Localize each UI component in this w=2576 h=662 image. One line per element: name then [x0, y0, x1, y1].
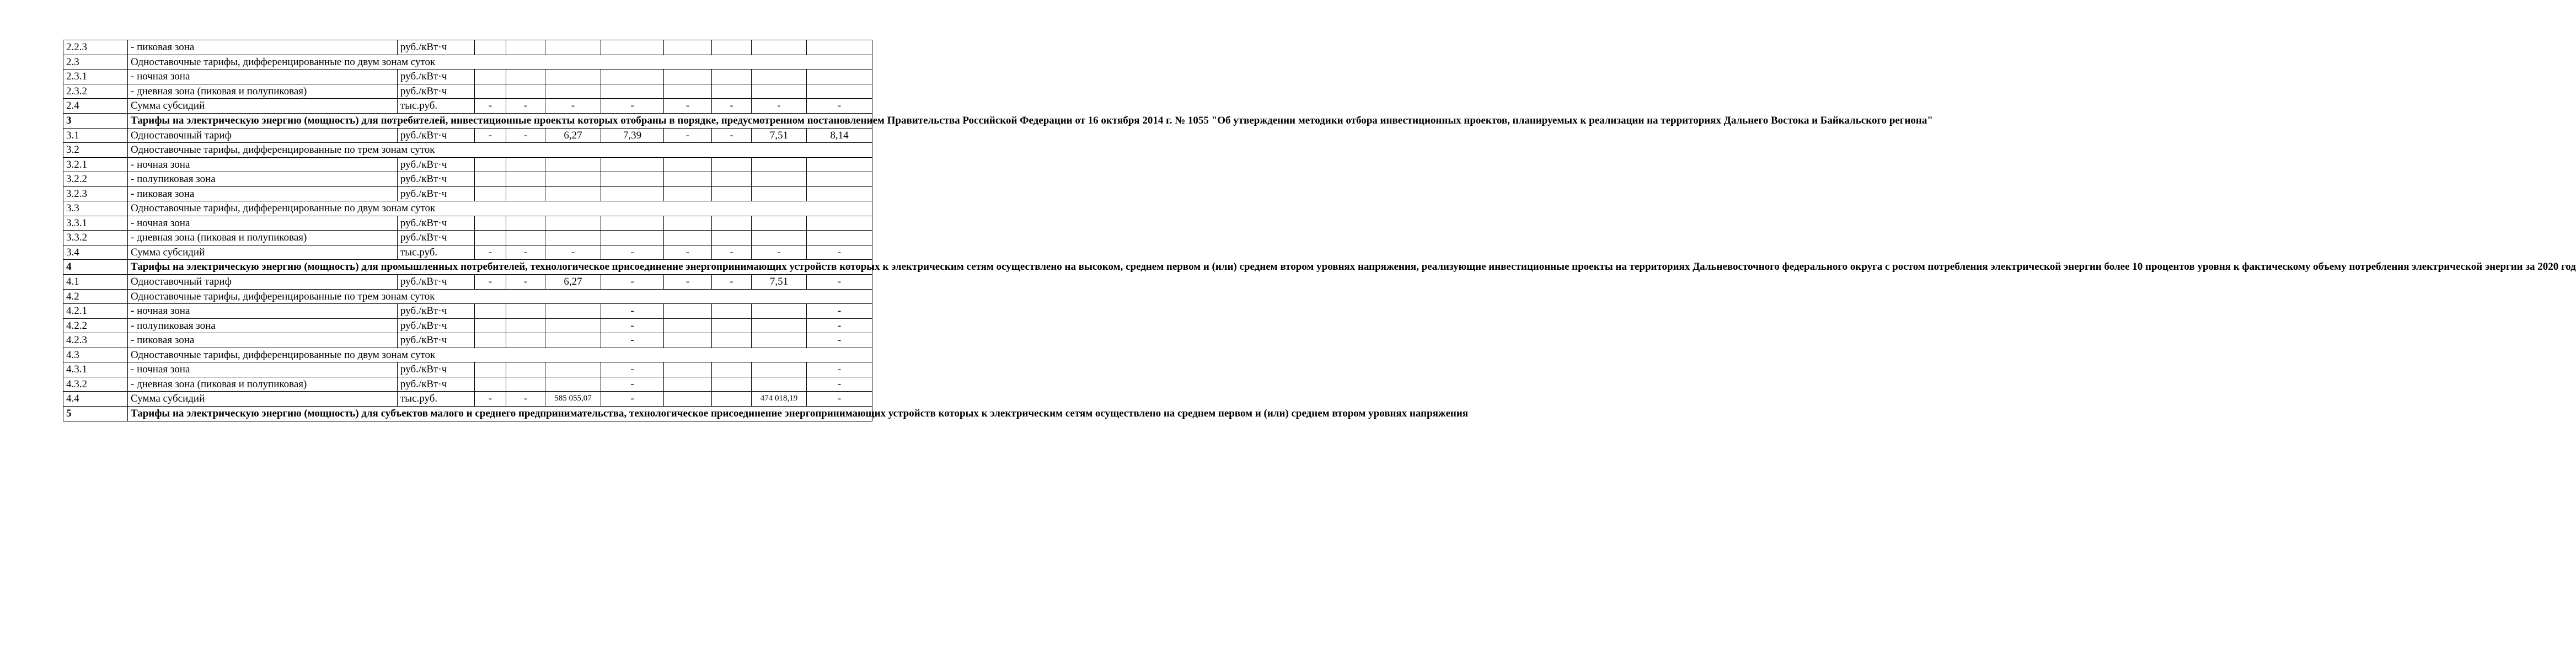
row-number-cell: 4.1 [63, 275, 128, 290]
value-cell [664, 70, 712, 84]
section-header-row [63, 113, 872, 128]
value-cell [712, 231, 752, 245]
value-cell [506, 186, 545, 201]
value-cell [752, 172, 807, 187]
value-cell [664, 318, 712, 333]
tariff-table-body [63, 40, 2576, 421]
value-cell [752, 186, 807, 201]
value-cell: - [506, 275, 545, 290]
value-cell: - [807, 333, 872, 348]
value-cell: - [664, 99, 712, 114]
value-cell [664, 377, 712, 392]
value-cell: - [506, 128, 545, 143]
value-cell [545, 157, 601, 172]
subsection-row [63, 55, 872, 70]
value-cell: 7,39 [601, 128, 664, 143]
section-title-cell: Тарифы на электрическую энергию (мощность) для потребителей, инвестиционные проекты которых отобраны в порядке, предусмотренном постановлением Правительства Российской Федерации от 16 октября 2014 г. № 1055 "Об утверждении методики отбора инвестиционных проектов, планируемых к реализации на территориях Дальнего Востока и Байкальского региона" [128, 113, 872, 128]
value-cell [712, 304, 752, 319]
value-cell [545, 231, 601, 245]
table-row [63, 362, 872, 377]
value-cell: - [807, 392, 872, 407]
value-cell: - [807, 377, 872, 392]
table-row [63, 99, 872, 114]
table-row [63, 40, 872, 55]
table-row [63, 377, 872, 392]
value-cell [664, 362, 712, 377]
value-cell: - [664, 275, 712, 290]
row-number-cell: 2.4 [63, 99, 128, 114]
value-cell [752, 40, 807, 55]
table-row [63, 70, 872, 84]
value-cell: - [601, 377, 664, 392]
value-cell [545, 172, 601, 187]
row-number-cell: 3.3.1 [63, 216, 128, 231]
value-cell [506, 70, 545, 84]
section-header-row [63, 260, 872, 275]
row-name-cell: - пиковая зона [128, 40, 398, 55]
value-cell: - [506, 392, 545, 407]
value-cell: - [712, 245, 752, 260]
value-cell [664, 216, 712, 231]
value-cell: - [475, 245, 506, 260]
value-cell [601, 231, 664, 245]
value-cell [506, 304, 545, 319]
row-number-cell: 4.2 [63, 289, 128, 304]
row-number-cell: 3.2.2 [63, 172, 128, 187]
unit-cell: руб./кВт·ч [398, 157, 475, 172]
value-cell [807, 186, 872, 201]
row-name-cell: Сумма субсидий [128, 245, 398, 260]
value-cell [545, 362, 601, 377]
subsection-title-cell: Одноставочные тарифы, дифференцированные по двум зонам суток [128, 348, 872, 362]
unit-cell: руб./кВт·ч [398, 70, 475, 84]
unit-cell: руб./кВт·ч [398, 84, 475, 99]
value-cell: - [807, 245, 872, 260]
section-title-cell: Тарифы на электрическую энергию (мощность) для промышленных потребителей, технологическое присоединение энергопринимающих устройств которых к электрическим сетям осуществлено на высоком, среднем первом и (или) среднем втором уровнях напряжения, реализующие инвестиционные проекты на территориях Дальневосточного федерального округа с ростом потребления электрической энергии более 10 процентов уровня к фактическому объему потребления электрической энергии за 2020 год [128, 260, 872, 275]
row-number-cell: 3.1 [63, 128, 128, 143]
unit-cell: руб./кВт·ч [398, 186, 475, 201]
subsection-row [63, 348, 872, 362]
row-name-cell: - ночная зона [128, 216, 398, 231]
value-cell [752, 333, 807, 348]
table-row [63, 231, 872, 245]
value-cell [475, 172, 506, 187]
value-cell [475, 84, 506, 99]
table-row [63, 128, 872, 143]
table-row [63, 216, 872, 231]
value-cell: - [601, 318, 664, 333]
value-cell [752, 84, 807, 99]
row-name-cell: Сумма субсидий [128, 99, 398, 114]
table-row [63, 318, 872, 333]
value-cell [664, 304, 712, 319]
value-cell [807, 157, 872, 172]
value-cell [664, 172, 712, 187]
value-cell: - [601, 275, 664, 290]
row-number-cell: 4 [63, 260, 128, 275]
value-cell [752, 377, 807, 392]
value-cell [545, 333, 601, 348]
value-cell [712, 84, 752, 99]
value-cell [475, 304, 506, 319]
table-row [63, 392, 872, 407]
value-cell [664, 392, 712, 407]
unit-cell: тыс.руб. [398, 245, 475, 260]
subsection-row [63, 143, 872, 158]
subsection-row [63, 289, 872, 304]
value-cell [712, 318, 752, 333]
value-cell [807, 231, 872, 245]
value-cell: - [712, 128, 752, 143]
unit-cell: руб./кВт·ч [398, 377, 475, 392]
value-cell [712, 186, 752, 201]
row-number-cell: 4.3.2 [63, 377, 128, 392]
row-number-cell: 3.4 [63, 245, 128, 260]
value-cell [712, 362, 752, 377]
value-cell [601, 186, 664, 201]
row-name-cell: - полупиковая зона [128, 318, 398, 333]
value-cell [545, 84, 601, 99]
value-cell [475, 40, 506, 55]
unit-cell: руб./кВт·ч [398, 40, 475, 55]
table-row [63, 304, 872, 319]
value-cell [712, 377, 752, 392]
value-cell [601, 84, 664, 99]
value-cell [752, 362, 807, 377]
unit-cell: руб./кВт·ч [398, 275, 475, 290]
row-name-cell: Одноставочный тариф [128, 128, 398, 143]
value-cell: - [807, 99, 872, 114]
row-number-cell: 3.2.1 [63, 157, 128, 172]
row-name-cell: - дневная зона (пиковая и полупиковая) [128, 231, 398, 245]
value-cell [545, 70, 601, 84]
tariff-table [63, 40, 2576, 421]
value-cell [545, 216, 601, 231]
value-cell [752, 157, 807, 172]
value-cell [475, 70, 506, 84]
value-cell: - [545, 245, 601, 260]
table-row [63, 172, 872, 187]
value-cell [506, 377, 545, 392]
value-cell: - [601, 245, 664, 260]
value-cell [506, 157, 545, 172]
value-cell [475, 377, 506, 392]
value-cell: - [506, 99, 545, 114]
unit-cell: тыс.руб. [398, 392, 475, 407]
unit-cell: руб./кВт·ч [398, 304, 475, 319]
value-cell [752, 304, 807, 319]
value-cell: - [712, 275, 752, 290]
value-cell: - [807, 318, 872, 333]
row-number-cell: 4.3 [63, 348, 128, 362]
row-number-cell: 2.3 [63, 55, 128, 70]
row-name-cell: - пиковая зона [128, 333, 398, 348]
value-cell: 585 055,07 [545, 392, 601, 407]
value-cell: - [807, 304, 872, 319]
row-number-cell: 2.3.1 [63, 70, 128, 84]
value-cell: 7,51 [752, 275, 807, 290]
value-cell [601, 40, 664, 55]
subsection-title-cell: Одноставочные тарифы, дифференцированные по трем зонам суток [128, 289, 872, 304]
value-cell [752, 318, 807, 333]
table-row [63, 245, 872, 260]
value-cell [475, 157, 506, 172]
value-cell [601, 70, 664, 84]
value-cell [475, 216, 506, 231]
unit-cell: руб./кВт·ч [398, 231, 475, 245]
row-number-cell: 4.2.3 [63, 333, 128, 348]
value-cell: - [601, 362, 664, 377]
value-cell [601, 172, 664, 187]
value-cell: - [601, 392, 664, 407]
table-row [63, 275, 872, 290]
unit-cell: руб./кВт·ч [398, 216, 475, 231]
value-cell [601, 157, 664, 172]
row-name-cell: - ночная зона [128, 157, 398, 172]
value-cell: - [475, 392, 506, 407]
value-cell: 6,27 [545, 275, 601, 290]
table-row [63, 84, 872, 99]
value-cell: - [475, 275, 506, 290]
value-cell [506, 40, 545, 55]
value-cell [601, 216, 664, 231]
value-cell [545, 186, 601, 201]
value-cell: - [807, 362, 872, 377]
value-cell: - [601, 304, 664, 319]
value-cell: - [752, 99, 807, 114]
value-cell: - [664, 128, 712, 143]
unit-cell: руб./кВт·ч [398, 333, 475, 348]
value-cell [475, 318, 506, 333]
row-number-cell: 2.3.2 [63, 84, 128, 99]
unit-cell: руб./кВт·ч [398, 172, 475, 187]
value-cell [664, 84, 712, 99]
row-name-cell: - ночная зона [128, 70, 398, 84]
subsection-row [63, 201, 872, 216]
value-cell [545, 304, 601, 319]
value-cell [807, 216, 872, 231]
row-name-cell: - дневная зона (пиковая и полупиковая) [128, 377, 398, 392]
value-cell [752, 216, 807, 231]
value-cell: - [807, 275, 872, 290]
section-header-row [63, 406, 872, 421]
row-number-cell: 3.2 [63, 143, 128, 158]
value-cell [664, 157, 712, 172]
value-cell [712, 172, 752, 187]
value-cell: - [506, 245, 545, 260]
row-number-cell: 4.2.1 [63, 304, 128, 319]
value-cell [475, 362, 506, 377]
value-cell [545, 40, 601, 55]
table-row [63, 157, 872, 172]
row-name-cell: - пиковая зона [128, 186, 398, 201]
value-cell [664, 231, 712, 245]
value-cell [506, 333, 545, 348]
subsection-title-cell: Одноставочные тарифы, дифференцированные по двум зонам суток [128, 201, 872, 216]
row-number-cell: 3.3 [63, 201, 128, 216]
value-cell [752, 70, 807, 84]
row-number-cell: 5 [63, 406, 128, 421]
row-name-cell: Сумма субсидий [128, 392, 398, 407]
value-cell: - [712, 99, 752, 114]
value-cell [752, 231, 807, 245]
value-cell [712, 70, 752, 84]
row-name-cell: - ночная зона [128, 304, 398, 319]
section-title-cell: Тарифы на электрическую энергию (мощность) для субъектов малого и среднего предпринимательства, технологическое присоединение энергопринимающих устройств которых к электрическим сетям осуществлено на среднем первом и (или) среднем втором уровнях напряжения [128, 406, 872, 421]
row-name-cell: - полупиковая зона [128, 172, 398, 187]
value-cell [664, 333, 712, 348]
row-name-cell: - ночная зона [128, 362, 398, 377]
value-cell [807, 172, 872, 187]
value-cell [712, 216, 752, 231]
value-cell: - [601, 333, 664, 348]
value-cell: - [752, 245, 807, 260]
value-cell: 474 018,19 [752, 392, 807, 407]
subsection-title-cell: Одноставочные тарифы, дифференцированные по трем зонам суток [128, 143, 872, 158]
value-cell [475, 231, 506, 245]
unit-cell: руб./кВт·ч [398, 318, 475, 333]
value-cell [545, 377, 601, 392]
value-cell [712, 40, 752, 55]
value-cell [712, 392, 752, 407]
row-number-cell: 4.3.1 [63, 362, 128, 377]
value-cell: 6,27 [545, 128, 601, 143]
value-cell [506, 318, 545, 333]
value-cell: - [475, 99, 506, 114]
value-cell: 8,14 [807, 128, 872, 143]
value-cell [506, 362, 545, 377]
value-cell [506, 84, 545, 99]
value-cell: - [545, 99, 601, 114]
value-cell: 7,51 [752, 128, 807, 143]
value-cell [807, 70, 872, 84]
row-number-cell: 3.3.2 [63, 231, 128, 245]
value-cell [664, 186, 712, 201]
table-row [63, 333, 872, 348]
row-number-cell: 4.2.2 [63, 318, 128, 333]
row-name-cell: - дневная зона (пиковая и полупиковая) [128, 84, 398, 99]
value-cell: - [601, 99, 664, 114]
value-cell [545, 318, 601, 333]
value-cell [664, 40, 712, 55]
subsection-title-cell: Одноставочные тарифы, дифференцированные по двум зонам суток [128, 55, 872, 70]
unit-cell: руб./кВт·ч [398, 128, 475, 143]
value-cell [475, 333, 506, 348]
value-cell [475, 186, 506, 201]
value-cell: - [664, 245, 712, 260]
value-cell [712, 333, 752, 348]
value-cell [506, 231, 545, 245]
value-cell [807, 40, 872, 55]
value-cell [506, 172, 545, 187]
row-number-cell: 3 [63, 113, 128, 128]
row-number-cell: 4.4 [63, 392, 128, 407]
row-number-cell: 2.2.3 [63, 40, 128, 55]
row-number-cell: 3.2.3 [63, 186, 128, 201]
value-cell [506, 216, 545, 231]
value-cell: - [475, 128, 506, 143]
row-name-cell: Одноставочный тариф [128, 275, 398, 290]
unit-cell: тыс.руб. [398, 99, 475, 114]
value-cell [807, 84, 872, 99]
value-cell [712, 157, 752, 172]
table-row [63, 186, 872, 201]
unit-cell: руб./кВт·ч [398, 362, 475, 377]
